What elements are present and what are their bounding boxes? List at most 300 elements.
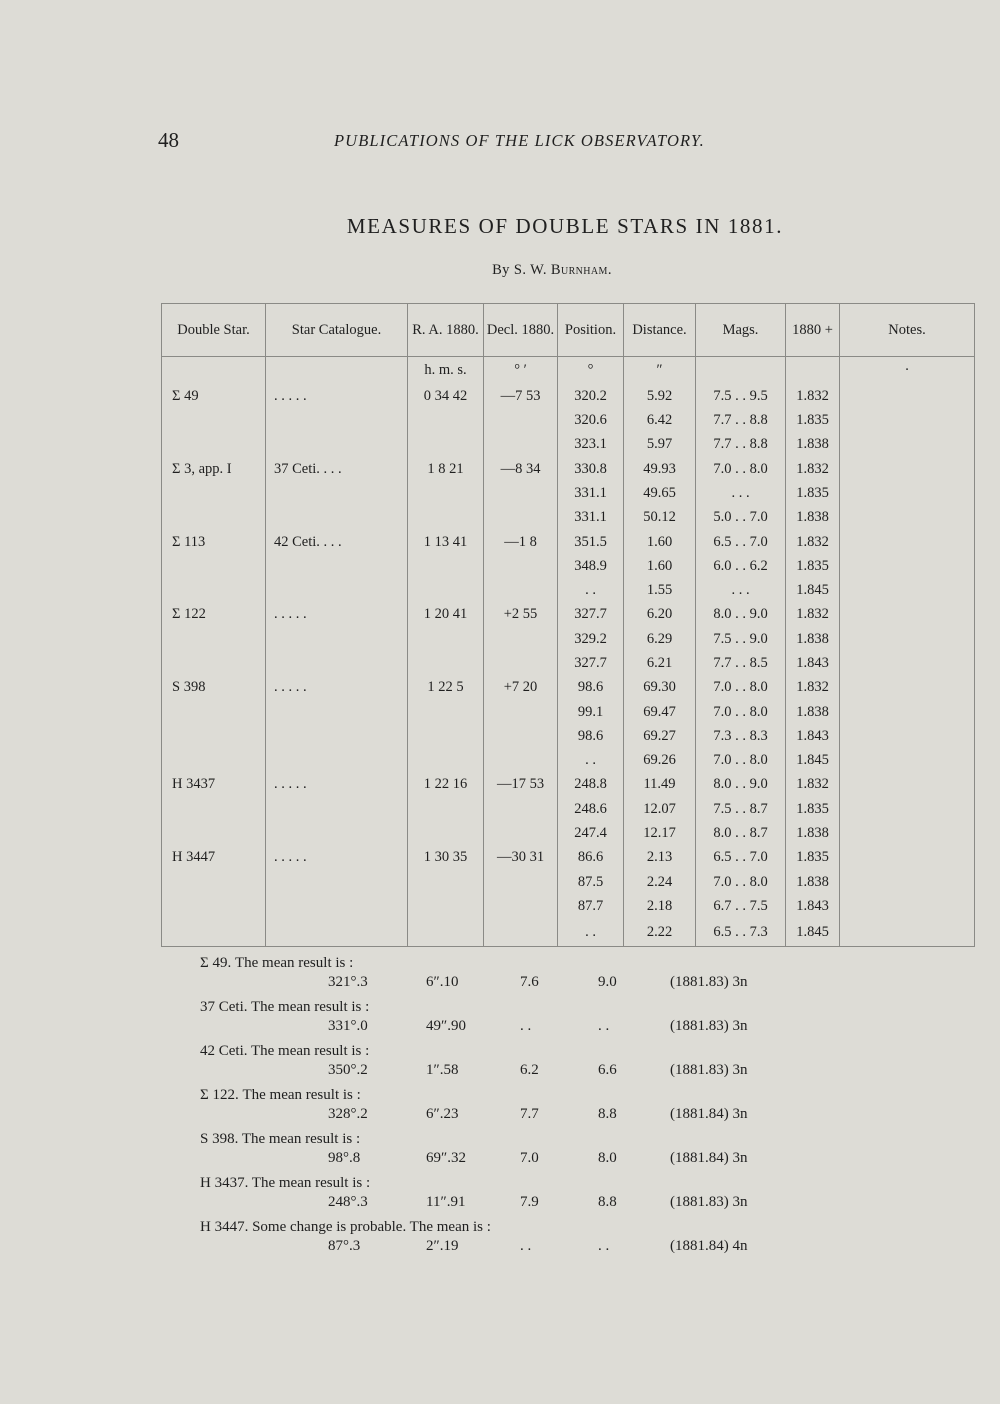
epoch-cell: 1.835: [786, 846, 840, 870]
mags-cell: 7.7 . . 8.8: [696, 409, 786, 433]
catalogue-cell: [266, 554, 408, 578]
table-row: [162, 433, 975, 457]
ra-cell: 1 22 5: [408, 676, 484, 700]
epoch-cell: 1.838: [786, 870, 840, 894]
distance-cell: 1.60: [624, 530, 696, 554]
catalogue-cell: . . . . .: [266, 603, 408, 627]
note-value: . .: [598, 1238, 610, 1254]
notes-cell: [840, 773, 975, 797]
double-star-cell: [162, 797, 266, 821]
notes-cell: [840, 821, 975, 845]
mags-cell: 6.7 . . 7.5: [696, 894, 786, 918]
distance-cell: 6.42: [624, 409, 696, 433]
table-row: [162, 773, 975, 797]
position-cell: 87.5: [558, 870, 624, 894]
note-value: 87°.3: [328, 1238, 361, 1254]
notes-cell: [840, 627, 975, 651]
notes-cell: [840, 676, 975, 700]
mags-cell: 6.5 . . 7.3: [696, 918, 786, 946]
note-values: [200, 1238, 820, 1260]
mags-cell: 7.5 . . 8.7: [696, 797, 786, 821]
catalogue-cell: [266, 894, 408, 918]
ra-cell: [408, 748, 484, 772]
distance-cell: 2.24: [624, 870, 696, 894]
mags-cell: 8.0 . . 8.7: [696, 821, 786, 845]
note-value: 248°.3: [328, 1194, 368, 1210]
catalogue-cell: [266, 724, 408, 748]
note-value: 8.0: [598, 1150, 617, 1166]
mags-cell: 7.5 . . 9.0: [696, 627, 786, 651]
unit-cell: ° ′: [484, 357, 558, 385]
note-value: 69″.32: [426, 1150, 466, 1166]
notes-cell: [840, 603, 975, 627]
decl-cell: —30 31: [484, 846, 558, 870]
mags-cell: . . .: [696, 481, 786, 505]
ra-cell: [408, 506, 484, 530]
author-name: Burnham.: [550, 262, 612, 278]
table-row: [162, 579, 975, 603]
notes-cell: [840, 554, 975, 578]
note-value: 8.8: [598, 1194, 617, 1210]
position-cell: 327.7: [558, 603, 624, 627]
epoch-cell: 1.835: [786, 481, 840, 505]
catalogue-cell: . . . . .: [266, 676, 408, 700]
decl-cell: —8 34: [484, 457, 558, 481]
table-row: [162, 821, 975, 845]
col-header-decl: Decl. 1880.: [484, 304, 558, 357]
double-star-cell: [162, 918, 266, 946]
note-value: (1881.84) 3n: [670, 1106, 748, 1122]
mags-cell: 7.5 . . 9.5: [696, 384, 786, 408]
mags-cell: 7.3 . . 8.3: [696, 724, 786, 748]
ra-cell: [408, 651, 484, 675]
col-header-position: Position.: [558, 304, 624, 357]
position-cell: . .: [558, 579, 624, 603]
epoch-cell: 1.835: [786, 797, 840, 821]
mags-cell: 7.0 . . 8.0: [696, 676, 786, 700]
note-value: (1881.83) 3n: [670, 1062, 748, 1078]
table-row: [162, 384, 975, 408]
note-label: Σ 122. The mean result is :: [200, 1087, 361, 1103]
note-value: 2″.19: [426, 1238, 459, 1254]
distance-cell: 49.65: [624, 481, 696, 505]
mags-cell: 8.0 . . 9.0: [696, 603, 786, 627]
catalogue-cell: [266, 870, 408, 894]
catalogue-cell: . . . . .: [266, 384, 408, 408]
double-star-measures-table: [161, 303, 975, 947]
table-row: [162, 457, 975, 481]
epoch-cell: 1.838: [786, 821, 840, 845]
catalogue-cell: 42 Ceti. . . .: [266, 530, 408, 554]
catalogue-cell: [266, 797, 408, 821]
catalogue-cell: [266, 481, 408, 505]
note-value: 1″.58: [426, 1062, 459, 1078]
ra-cell: 1 13 41: [408, 530, 484, 554]
table-row: [162, 724, 975, 748]
ra-cell: [408, 554, 484, 578]
note-value: 6″.10: [426, 974, 459, 990]
note-value: 98°.8: [328, 1150, 361, 1166]
table-row: [162, 506, 975, 530]
epoch-cell: 1.835: [786, 554, 840, 578]
notes-cell: [840, 384, 975, 408]
byline-prefix: By S. W.: [492, 262, 547, 278]
notes-cell: [840, 651, 975, 675]
distance-cell: 6.29: [624, 627, 696, 651]
decl-cell: [484, 481, 558, 505]
mags-cell: 7.0 . . 8.0: [696, 748, 786, 772]
notes-cell: [840, 481, 975, 505]
double-star-cell: [162, 579, 266, 603]
ra-cell: 1 8 21: [408, 457, 484, 481]
decl-cell: —1 8: [484, 530, 558, 554]
double-star-cell: [162, 506, 266, 530]
note-label: 37 Ceti. The mean result is :: [200, 999, 370, 1015]
notes-cell: [840, 894, 975, 918]
double-star-cell: Σ 113: [162, 530, 266, 554]
catalogue-cell: [266, 627, 408, 651]
catalogue-cell: [266, 918, 408, 946]
note-value: 321°.3: [328, 974, 368, 990]
catalogue-cell: [266, 821, 408, 845]
note-value: 8.8: [598, 1106, 617, 1122]
catalogue-cell: [266, 651, 408, 675]
unit-cell: ″: [624, 357, 696, 385]
mags-cell: . . .: [696, 579, 786, 603]
epoch-cell: 1.838: [786, 627, 840, 651]
ra-cell: [408, 409, 484, 433]
epoch-cell: 1.843: [786, 724, 840, 748]
distance-cell: 1.60: [624, 554, 696, 578]
running-head: PUBLICATIONS OF THE LICK OBSERVATORY.: [334, 131, 705, 150]
article-title: MEASURES OF DOUBLE STARS IN 1881.: [346, 214, 784, 238]
note-values: [200, 1018, 820, 1040]
decl-cell: [484, 506, 558, 530]
unit-cell: ·: [840, 357, 975, 385]
byline: [0, 262, 1000, 279]
decl-cell: +7 20: [484, 676, 558, 700]
catalogue-cell: . . . . .: [266, 846, 408, 870]
notes-cell: [840, 579, 975, 603]
notes-cell: [840, 846, 975, 870]
note-value: 49″.90: [426, 1018, 466, 1034]
epoch-cell: 1.832: [786, 530, 840, 554]
decl-cell: [484, 821, 558, 845]
notes-cell: [840, 433, 975, 457]
note-value: 9.0: [598, 974, 617, 990]
ra-cell: 1 30 35: [408, 846, 484, 870]
table-row: [162, 651, 975, 675]
unit-cell: [266, 357, 408, 385]
position-cell: 331.1: [558, 506, 624, 530]
notes-cell: [840, 870, 975, 894]
page-number: 48: [158, 128, 179, 152]
distance-cell: 69.47: [624, 700, 696, 724]
unit-cell: [696, 357, 786, 385]
ra-cell: [408, 724, 484, 748]
mags-cell: 7.7 . . 8.5: [696, 651, 786, 675]
ra-cell: 1 20 41: [408, 603, 484, 627]
decl-cell: —17 53: [484, 773, 558, 797]
position-cell: 98.6: [558, 724, 624, 748]
table-row: [162, 748, 975, 772]
double-star-cell: [162, 409, 266, 433]
decl-cell: [484, 894, 558, 918]
double-star-cell: [162, 627, 266, 651]
notes-cell: [840, 457, 975, 481]
distance-cell: 6.20: [624, 603, 696, 627]
position-cell: 323.1: [558, 433, 624, 457]
table-row: [162, 894, 975, 918]
table-row: [162, 918, 975, 946]
catalogue-cell: [266, 506, 408, 530]
col-header-epoch: 1880 +: [786, 304, 840, 357]
notes-cell: [840, 530, 975, 554]
table-row: [162, 870, 975, 894]
col-header-notes: Notes.: [840, 304, 975, 357]
note-value: 328°.2: [328, 1106, 368, 1122]
note-value: 331°.0: [328, 1018, 368, 1034]
col-header-catalogue: Star Catalogue.: [266, 304, 408, 357]
note-values: [200, 1194, 820, 1216]
mags-cell: 6.5 . . 7.0: [696, 530, 786, 554]
notes-cell: [840, 918, 975, 946]
double-star-cell: [162, 554, 266, 578]
double-star-cell: [162, 481, 266, 505]
note-value: . .: [598, 1018, 610, 1034]
catalogue-cell: [266, 409, 408, 433]
note-value: (1881.83) 3n: [670, 974, 748, 990]
table-row: [162, 409, 975, 433]
distance-cell: 50.12: [624, 506, 696, 530]
unit-cell: [162, 357, 266, 385]
position-cell: 87.7: [558, 894, 624, 918]
distance-cell: 5.92: [624, 384, 696, 408]
epoch-cell: 1.832: [786, 603, 840, 627]
note-values: [200, 974, 820, 996]
position-cell: 320.6: [558, 409, 624, 433]
double-star-cell: [162, 700, 266, 724]
position-cell: 327.7: [558, 651, 624, 675]
distance-cell: 69.27: [624, 724, 696, 748]
ra-cell: [408, 821, 484, 845]
notes-cell: [840, 724, 975, 748]
position-cell: 331.1: [558, 481, 624, 505]
position-cell: 348.9: [558, 554, 624, 578]
mags-cell: 7.0 . . 8.0: [696, 457, 786, 481]
unit-cell: °: [558, 357, 624, 385]
distance-cell: 2.18: [624, 894, 696, 918]
epoch-cell: 1.845: [786, 748, 840, 772]
note-value: 6.6: [598, 1062, 617, 1078]
note-values: [200, 1062, 820, 1084]
catalogue-cell: [266, 579, 408, 603]
ra-cell: 1 22 16: [408, 773, 484, 797]
table-row: [162, 700, 975, 724]
epoch-cell: 1.832: [786, 773, 840, 797]
notes-cell: [840, 748, 975, 772]
notes-cell: [840, 409, 975, 433]
decl-cell: [484, 554, 558, 578]
position-cell: 98.6: [558, 676, 624, 700]
double-star-cell: Σ 3, app. I: [162, 457, 266, 481]
unit-cell: [786, 357, 840, 385]
epoch-cell: 1.843: [786, 651, 840, 675]
note-value: (1881.84) 3n: [670, 1150, 748, 1166]
note-value: 6.2: [520, 1062, 539, 1078]
note-value: 7.9: [520, 1194, 539, 1210]
position-cell: 351.5: [558, 530, 624, 554]
catalogue-cell: . . . . .: [266, 773, 408, 797]
position-cell: 330.8: [558, 457, 624, 481]
epoch-cell: 1.835: [786, 409, 840, 433]
position-cell: . .: [558, 918, 624, 946]
ra-cell: [408, 894, 484, 918]
decl-cell: [484, 700, 558, 724]
distance-cell: 12.07: [624, 797, 696, 821]
mags-cell: 8.0 . . 9.0: [696, 773, 786, 797]
note-label: H 3437. The mean result is :: [200, 1175, 371, 1191]
catalogue-cell: 37 Ceti. . . .: [266, 457, 408, 481]
note-values: [200, 1150, 820, 1172]
distance-cell: 6.21: [624, 651, 696, 675]
note-value: (1881.84) 4n: [670, 1238, 748, 1254]
ra-cell: [408, 579, 484, 603]
epoch-cell: 1.845: [786, 918, 840, 946]
double-star-cell: Σ 49: [162, 384, 266, 408]
decl-cell: [484, 724, 558, 748]
note-label: 42 Ceti. The mean result is :: [200, 1043, 370, 1059]
epoch-cell: 1.838: [786, 700, 840, 724]
col-header-double-star: Double Star.: [162, 304, 266, 357]
col-header-mags: Mags.: [696, 304, 786, 357]
decl-cell: —7 53: [484, 384, 558, 408]
position-cell: 329.2: [558, 627, 624, 651]
table-row: [162, 481, 975, 505]
distance-cell: 2.13: [624, 846, 696, 870]
decl-cell: [484, 651, 558, 675]
note-value: (1881.83) 3n: [670, 1018, 748, 1034]
decl-cell: [484, 409, 558, 433]
note-label: S 398. The mean result is :: [200, 1131, 361, 1147]
note-value: 7.7: [520, 1106, 539, 1122]
epoch-cell: 1.843: [786, 894, 840, 918]
mags-cell: 5.0 . . 7.0: [696, 506, 786, 530]
double-star-cell: Σ 122: [162, 603, 266, 627]
mags-cell: 7.0 . . 8.0: [696, 700, 786, 724]
decl-cell: [484, 870, 558, 894]
position-cell: 248.8: [558, 773, 624, 797]
double-star-cell: H 3447: [162, 846, 266, 870]
double-star-cell: H 3437: [162, 773, 266, 797]
distance-cell: 1.55: [624, 579, 696, 603]
table-row: [162, 603, 975, 627]
decl-cell: [484, 748, 558, 772]
page-header: [158, 128, 820, 158]
decl-cell: [484, 433, 558, 457]
position-cell: 86.6: [558, 846, 624, 870]
catalogue-cell: [266, 433, 408, 457]
note-label: H 3447. Some change is probable. The mean is :: [200, 1219, 491, 1235]
ra-cell: [408, 870, 484, 894]
table-header-row: [162, 304, 975, 357]
ra-cell: [408, 627, 484, 651]
distance-cell: 49.93: [624, 457, 696, 481]
double-star-cell: [162, 651, 266, 675]
epoch-cell: 1.832: [786, 457, 840, 481]
note-values: [200, 1106, 820, 1128]
catalogue-cell: [266, 748, 408, 772]
table-row: [162, 676, 975, 700]
distance-cell: 12.17: [624, 821, 696, 845]
position-cell: 247.4: [558, 821, 624, 845]
units-row: [162, 357, 975, 385]
ra-cell: 0 34 42: [408, 384, 484, 408]
double-star-cell: [162, 748, 266, 772]
double-star-cell: [162, 433, 266, 457]
distance-cell: 11.49: [624, 773, 696, 797]
double-star-cell: [162, 724, 266, 748]
catalogue-cell: [266, 700, 408, 724]
distance-cell: 69.26: [624, 748, 696, 772]
ra-cell: [408, 918, 484, 946]
decl-cell: [484, 627, 558, 651]
ra-cell: [408, 700, 484, 724]
note-value: 6″.23: [426, 1106, 459, 1122]
note-label: Σ 49. The mean result is :: [200, 955, 354, 971]
table-body: [162, 357, 975, 947]
notes-cell: [840, 797, 975, 821]
decl-cell: [484, 918, 558, 946]
position-cell: 320.2: [558, 384, 624, 408]
unit-cell: h. m. s.: [408, 357, 484, 385]
note-value: 11″.91: [426, 1194, 466, 1210]
ra-cell: [408, 797, 484, 821]
epoch-cell: 1.838: [786, 506, 840, 530]
col-header-distance: Distance.: [624, 304, 696, 357]
decl-cell: +2 55: [484, 603, 558, 627]
epoch-cell: 1.832: [786, 384, 840, 408]
epoch-cell: 1.845: [786, 579, 840, 603]
col-header-ra: R. A. 1880.: [408, 304, 484, 357]
epoch-cell: 1.832: [786, 676, 840, 700]
double-star-cell: S 398: [162, 676, 266, 700]
mags-cell: 6.5 . . 7.0: [696, 846, 786, 870]
double-star-cell: [162, 821, 266, 845]
position-cell: 99.1: [558, 700, 624, 724]
note-value: 350°.2: [328, 1062, 368, 1078]
epoch-cell: 1.838: [786, 433, 840, 457]
table-row: [162, 627, 975, 651]
table-row: [162, 797, 975, 821]
note-value: 7.0: [520, 1150, 539, 1166]
note-value: . .: [520, 1238, 532, 1254]
mags-cell: 7.7 . . 8.8: [696, 433, 786, 457]
note-value: (1881.83) 3n: [670, 1194, 748, 1210]
double-star-cell: [162, 894, 266, 918]
mean-results-notes: [200, 952, 820, 1260]
note-value: 7.6: [520, 974, 539, 990]
notes-cell: [840, 700, 975, 724]
double-star-cell: [162, 870, 266, 894]
decl-cell: [484, 797, 558, 821]
position-cell: 248.6: [558, 797, 624, 821]
table-row: [162, 846, 975, 870]
table-row: [162, 554, 975, 578]
distance-cell: 69.30: [624, 676, 696, 700]
table-row: [162, 530, 975, 554]
note-value: . .: [520, 1018, 532, 1034]
